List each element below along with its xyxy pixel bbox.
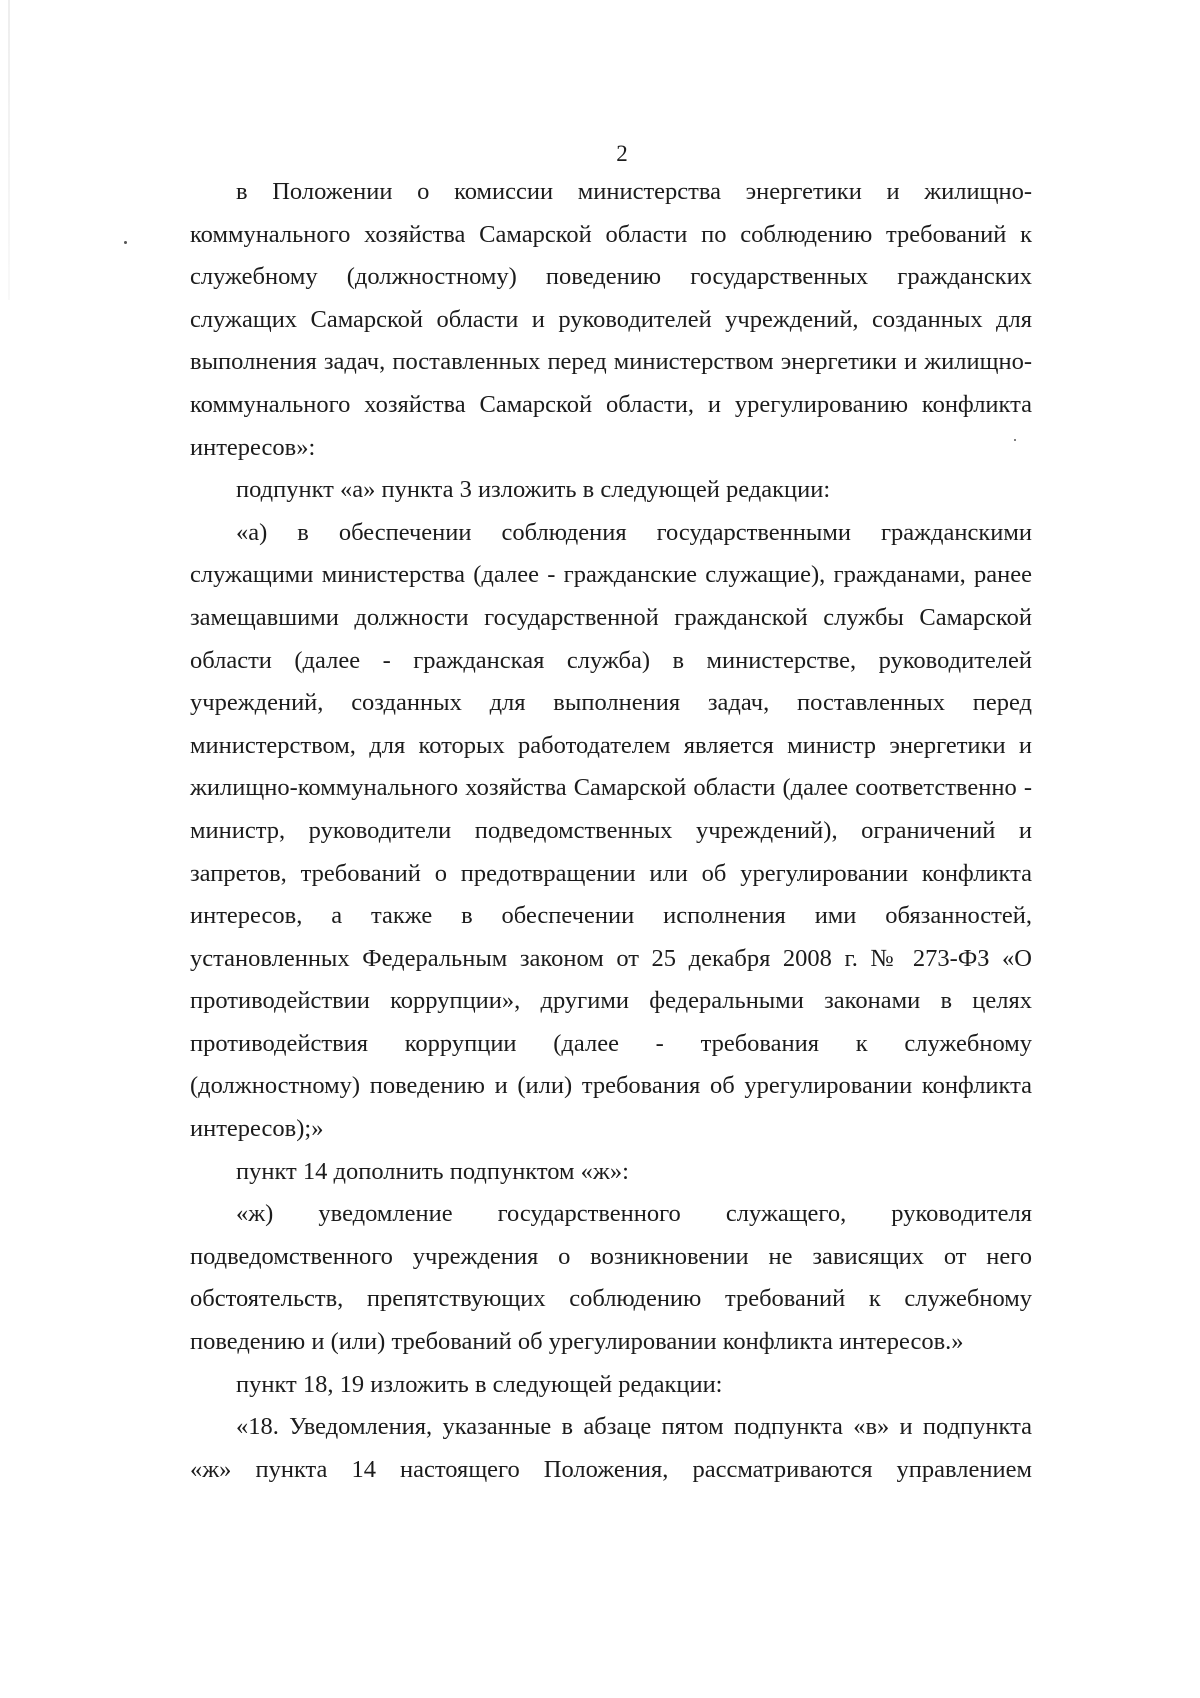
text-line: пункт 14 дополнить подпунктом «ж»: [236,1157,629,1185]
text-line: министерством, для которых работодателем является министр энергетики и [190,731,1032,759]
text-line: обстоятельств, препятствующих соблюдению требований к служебному [190,1285,1032,1313]
text-line: министр, руководители подведомственных учреждений), ограничений и [190,816,1032,844]
text-line: служащими министерства (далее - гражданские служащие), гражданами, ранее [190,561,1032,589]
text-line: служебному (должностному) поведению государственных гражданских [190,263,1032,291]
text-line: (должностному) поведению и (или) требования об урегулировании конфликта [190,1072,1032,1100]
text-line: выполнения задач, поставленных перед министерством энергетики и жилищно- [190,348,1032,376]
text-line: жилищно-коммунального хозяйства Самарской области (далее соответственно - [190,774,1032,802]
text-line: поведению и (или) требований об урегулировании конфликта интересов.» [190,1328,964,1356]
text-line: коммунального хозяйства Самарской области по соблюдению требований к [190,220,1032,248]
text-line: интересов»: [190,433,316,461]
text-line: «а) в обеспечении соблюдения государственными гражданскими [236,518,1032,546]
page-number: 2 [616,141,628,166]
text-line: учреждений, созданных для выполнения задач, поставленных перед [190,689,1032,717]
text-line: «ж» пункта 14 настоящего Положения, рассматриваются управлением [190,1455,1032,1483]
text-line: в Положении о комиссии министерства энергетики и жилищно- [236,178,1032,205]
text-line: установленных Федеральным законом от 25 декабря 2008 г. № 273-ФЗ «О [190,944,1032,972]
text-line: противодействия коррупции (далее - требования к служебному [190,1029,1032,1057]
text-line: коммунального хозяйства Самарской области, и урегулированию конфликта [190,390,1032,418]
text-line: пункт 18, 19 изложить в следующей редакции: [236,1370,723,1398]
text-line: подпункт «а» пункта 3 изложить в следующей редакции: [236,476,831,504]
text-line: интересов, а также в обеспечении исполнения ими обязанностей, [190,902,1032,930]
text-line: «ж) уведомление государственного служащего, руководителя [236,1200,1032,1228]
text-line: подведомственного учреждения о возникновении не зависящих от него [190,1242,1032,1270]
text-line: запретов, требований о предотвращении или об урегулировании конфликта [190,859,1032,887]
text-line: интересов);» [190,1115,324,1143]
text-line: замещавшими должности государственной гражданской службы Самарской [190,603,1032,631]
scan-speck [124,241,127,244]
text-line: служащих Самарской области и руководителей учреждений, созданных для [190,305,1032,333]
text-line: противодействии коррупции», другими федеральными законами в целях [190,987,1032,1015]
text-line: «18. Уведомления, указанные в абзаце пятом подпункта «в» и подпункта [236,1413,1032,1441]
document-body [190,171,1032,1491]
text-line: области (далее - гражданская служба) в министерстве, руководителей [190,646,1032,674]
